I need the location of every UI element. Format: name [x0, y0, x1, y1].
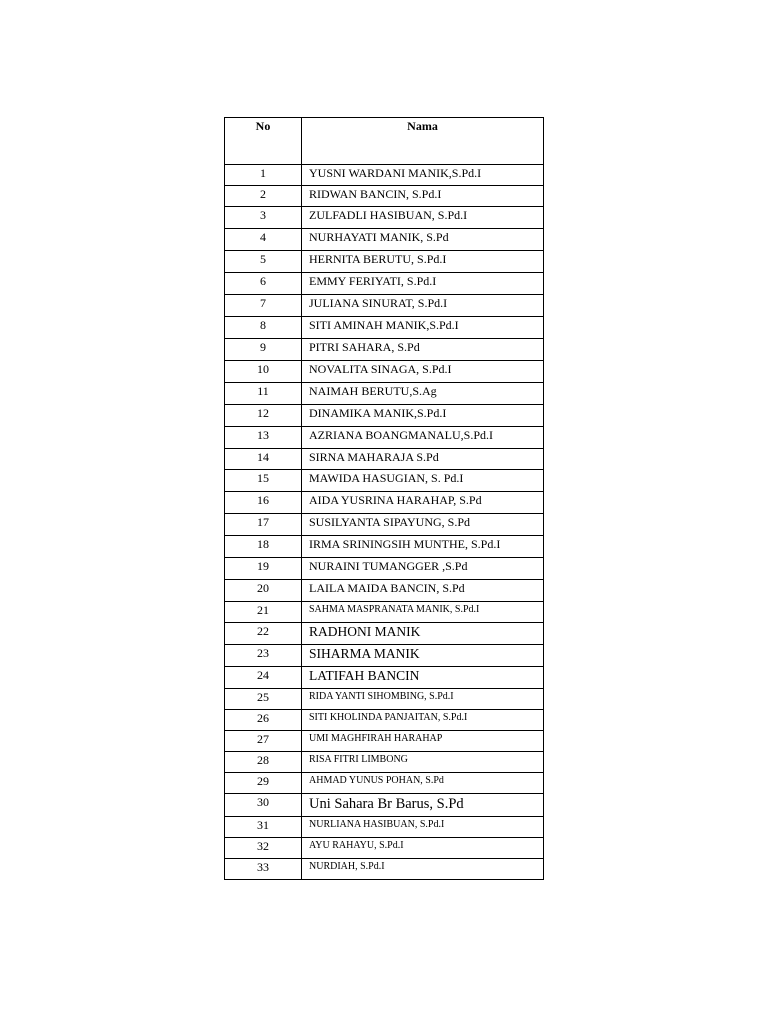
- row-number: 18: [225, 536, 302, 558]
- row-name: NURDIAH, S.Pd.I: [302, 859, 544, 880]
- table-row: [225, 317, 544, 339]
- name-list-table: [224, 117, 544, 880]
- row-number: 3: [225, 207, 302, 229]
- table-row: [225, 186, 544, 207]
- row-number: 28: [225, 752, 302, 773]
- row-name: PITRI SAHARA, S.Pd: [302, 339, 544, 361]
- row-number: 26: [225, 710, 302, 731]
- row-name: IRMA SRININGSIH MUNTHE, S.Pd.I: [302, 536, 544, 558]
- table-row: [225, 817, 544, 838]
- row-number: 5: [225, 251, 302, 273]
- row-number: 29: [225, 773, 302, 794]
- row-number: 32: [225, 838, 302, 859]
- row-number: 31: [225, 817, 302, 838]
- row-name: SITI AMINAH MANIK,S.Pd.I: [302, 317, 544, 339]
- column-header-no: No: [225, 118, 302, 165]
- row-name: HERNITA BERUTU, S.Pd.I: [302, 251, 544, 273]
- row-number: 9: [225, 339, 302, 361]
- table-row: [225, 405, 544, 427]
- table-row: [225, 689, 544, 710]
- table-row: [225, 773, 544, 794]
- table-row: [225, 645, 544, 667]
- row-name: AIDA YUSRINA HARAHAP, S.Pd: [302, 492, 544, 514]
- row-name: NAIMAH BERUTU,S.Ag: [302, 383, 544, 405]
- row-name: RIDWAN BANCIN, S.Pd.I: [302, 186, 544, 207]
- table-row: [225, 536, 544, 558]
- row-number: 27: [225, 731, 302, 752]
- row-name: DINAMIKA MANIK,S.Pd.I: [302, 405, 544, 427]
- row-name: SIRNA MAHARAJA S.Pd: [302, 449, 544, 470]
- row-number: 12: [225, 405, 302, 427]
- row-name: ZULFADLI HASIBUAN, S.Pd.I: [302, 207, 544, 229]
- table-row: [225, 207, 544, 229]
- table-row: [225, 251, 544, 273]
- row-number: 1: [225, 165, 302, 186]
- row-number: 33: [225, 859, 302, 880]
- table-row: [225, 339, 544, 361]
- row-name: NURAINI TUMANGGER ,S.Pd: [302, 558, 544, 580]
- table-header-row: [225, 118, 544, 165]
- row-number: 24: [225, 667, 302, 689]
- table-row: [225, 710, 544, 731]
- row-name: LATIFAH BANCIN: [302, 667, 544, 689]
- row-number: 19: [225, 558, 302, 580]
- row-name: YUSNI WARDANI MANIK,S.Pd.I: [302, 165, 544, 186]
- row-number: 10: [225, 361, 302, 383]
- table-row: [225, 794, 544, 817]
- row-name: RIDA YANTI SIHOMBING, S.Pd.I: [302, 689, 544, 710]
- row-name: Uni Sahara Br Barus, S.Pd: [302, 794, 544, 817]
- row-name: NOVALITA SINAGA, S.Pd.I: [302, 361, 544, 383]
- row-name: RISA FITRI LIMBONG: [302, 752, 544, 773]
- row-name: JULIANA SINURAT, S.Pd.I: [302, 295, 544, 317]
- row-name: LAILA MAIDA BANCIN, S.Pd: [302, 580, 544, 602]
- row-number: 15: [225, 470, 302, 492]
- table-row: [225, 273, 544, 295]
- row-name: AZRIANA BOANGMANALU,S.Pd.I: [302, 427, 544, 449]
- row-name: UMI MAGHFIRAH HARAHAP: [302, 731, 544, 752]
- table-row: [225, 623, 544, 645]
- row-number: 7: [225, 295, 302, 317]
- table-row: [225, 752, 544, 773]
- row-number: 20: [225, 580, 302, 602]
- row-name: EMMY FERIYATI, S.Pd.I: [302, 273, 544, 295]
- table-row: [225, 731, 544, 752]
- table-row: [225, 229, 544, 251]
- row-number: 14: [225, 449, 302, 470]
- table-row: [225, 514, 544, 536]
- row-name: MAWIDA HASUGIAN, S. Pd.I: [302, 470, 544, 492]
- table-row: [225, 558, 544, 580]
- table-row: [225, 492, 544, 514]
- row-number: 21: [225, 602, 302, 623]
- table-row: [225, 580, 544, 602]
- row-name: RADHONI MANIK: [302, 623, 544, 645]
- row-name: SITI KHOLINDA PANJAITAN, S.Pd.I: [302, 710, 544, 731]
- table-row: [225, 667, 544, 689]
- table-row: [225, 449, 544, 470]
- table-row: [225, 383, 544, 405]
- row-number: 13: [225, 427, 302, 449]
- table-row: [225, 859, 544, 880]
- row-number: 23: [225, 645, 302, 667]
- table-row: [225, 165, 544, 186]
- table-row: [225, 361, 544, 383]
- row-name: SIHARMA MANIK: [302, 645, 544, 667]
- row-number: 6: [225, 273, 302, 295]
- row-number: 30: [225, 794, 302, 817]
- row-number: 16: [225, 492, 302, 514]
- row-number: 11: [225, 383, 302, 405]
- row-name: SAHMA MASPRANATA MANIK, S.Pd.I: [302, 602, 544, 623]
- row-name: NURHAYATI MANIK, S.Pd: [302, 229, 544, 251]
- column-header-nama: Nama: [302, 118, 544, 165]
- table-row: [225, 838, 544, 859]
- row-number: 4: [225, 229, 302, 251]
- row-number: 25: [225, 689, 302, 710]
- row-name: AYU RAHAYU, S.Pd.I: [302, 838, 544, 859]
- row-name: SUSILYANTA SIPAYUNG, S.Pd: [302, 514, 544, 536]
- row-number: 17: [225, 514, 302, 536]
- row-name: NURLIANA HASIBUAN, S.Pd.I: [302, 817, 544, 838]
- table-row: [225, 295, 544, 317]
- row-number: 22: [225, 623, 302, 645]
- table-row: [225, 470, 544, 492]
- table-row: [225, 602, 544, 623]
- row-name: AHMAD YUNUS POHAN, S.Pd: [302, 773, 544, 794]
- row-number: 2: [225, 186, 302, 207]
- table-row: [225, 427, 544, 449]
- row-number: 8: [225, 317, 302, 339]
